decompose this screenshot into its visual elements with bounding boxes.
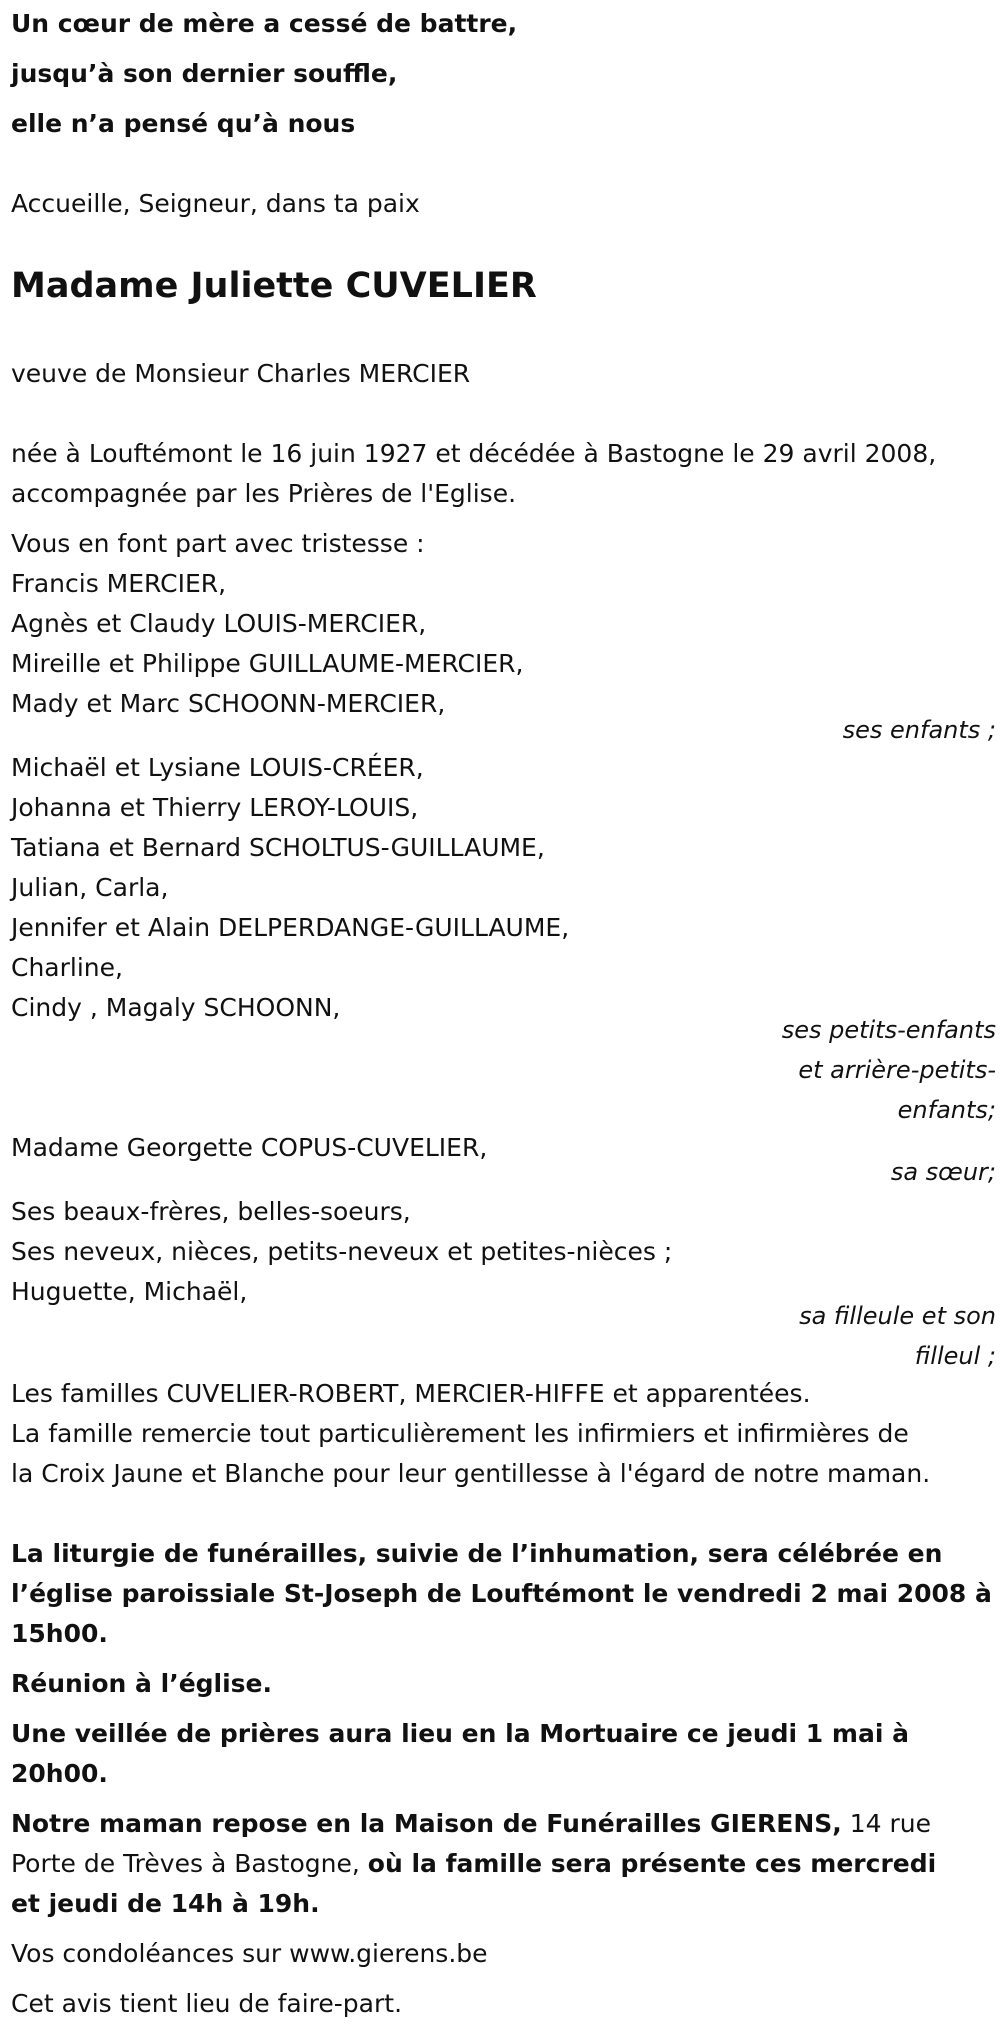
repose-line-3: et jeudi de 14h à 19h. — [11, 1889, 320, 1918]
child-3: Mireille et Philippe GUILLAUME-MERCIER, — [11, 649, 524, 678]
widow-of: veuve de Monsieur Charles MERCIER — [11, 359, 471, 388]
liturgy-line-1: La liturgie de funérailles, suivie de l’inhumation, sera célébrée en — [11, 1539, 943, 1568]
sister-label: sa sœur; — [890, 1158, 996, 1186]
deceased-name: Madame Juliette CUVELIER — [11, 266, 537, 306]
relatives-2: Ses neveux, nièces, petits-neveux et petites-nièces ; — [11, 1237, 673, 1266]
children-label: ses enfants ; — [842, 716, 996, 744]
intro-line-2: jusqu’à son dernier souffle, — [11, 59, 398, 88]
birth-death-line-2: accompagnée par les Prières de l'Eglise. — [11, 479, 517, 508]
grandchild-4: Julian, Carla, — [11, 873, 169, 902]
intro-line-3: elle n’a pensé qu’à nous — [11, 109, 356, 138]
godchildren-label-1: sa filleule et son — [799, 1302, 996, 1330]
repose-line-1 — [11, 1804, 931, 1844]
sister: Madame Georgette COPUS-CUVELIER, — [11, 1133, 488, 1162]
liturgy-line-3: 15h00. — [11, 1619, 108, 1648]
grandchild-7: Cindy , Magaly SCHOONN, — [11, 993, 341, 1022]
grandchild-3: Tatiana et Bernard SCHOLTUS-GUILLAUME, — [11, 833, 545, 862]
grandchild-5: Jennifer et Alain DELPERDANGE-GUILLAUME, — [11, 913, 570, 942]
grandchildren-label-1: ses petits-enfants — [781, 1016, 996, 1044]
repose-line-2-bold: où la famille sera présente ces mercredi — [367, 1849, 937, 1878]
repose-line-1-normal: 14 rue — [841, 1809, 932, 1838]
grandchild-1: Michaël et Lysiane LOUIS-CRÉER, — [11, 753, 424, 782]
vigil-line-1: Une veillée de prières aura lieu en la Mortuaire ce jeudi 1 mai à — [11, 1719, 909, 1748]
closing: Cet avis tient lieu de faire-part. — [11, 1989, 403, 2018]
child-2: Agnès et Claudy LOUIS-MERCIER, — [11, 609, 427, 638]
birth-death-line-1: née à Louftémont le 16 juin 1927 et décédée à Bastogne le 29 avril 2008, — [11, 439, 937, 468]
godchildren-label-2: filleul ; — [914, 1342, 996, 1370]
liturgy-line-2: l’église paroissiale St-Joseph de Louftémont le vendredi 2 mai 2008 à — [11, 1579, 992, 1608]
grandchildren-label-2: et arrière-petits- — [798, 1056, 996, 1084]
grandchild-2: Johanna et Thierry LEROY-LOUIS, — [11, 793, 419, 822]
condolences: Vos condoléances sur www.gierens.be — [11, 1939, 488, 1968]
families: Les familles CUVELIER-ROBERT, MERCIER-HIFFE et apparentées. — [11, 1379, 811, 1408]
grandchild-6: Charline, — [11, 953, 123, 982]
intro-line-1: Un cœur de mère a cessé de battre, — [11, 9, 518, 38]
prayer: Accueille, Seigneur, dans ta paix — [11, 189, 420, 218]
relatives-1: Ses beaux-frères, belles-soeurs, — [11, 1197, 411, 1226]
grandchildren-label-3: enfants; — [897, 1096, 996, 1124]
vigil-line-2: 20h00. — [11, 1759, 108, 1788]
thanks-line-2: la Croix Jaune et Blanche pour leur gentillesse à l'égard de notre maman. — [11, 1459, 931, 1488]
thanks-line-1: La famille remercie tout particulièrement les infirmiers et infirmières de — [11, 1419, 909, 1448]
meeting: Réunion à l’église. — [11, 1669, 273, 1698]
child-4: Mady et Marc SCHOONN-MERCIER, — [11, 689, 446, 718]
repose-line-2 — [11, 1844, 936, 1884]
repose-line-1-bold: Notre maman repose en la Maison de Funérailles GIERENS, — [11, 1809, 842, 1838]
child-1: Francis MERCIER, — [11, 569, 227, 598]
announce-intro: Vous en font part avec tristesse : — [11, 529, 425, 558]
repose-line-2-normal: Porte de Trèves à Bastogne, — [11, 1849, 368, 1878]
relatives-3: Huguette, Michaël, — [11, 1277, 248, 1306]
